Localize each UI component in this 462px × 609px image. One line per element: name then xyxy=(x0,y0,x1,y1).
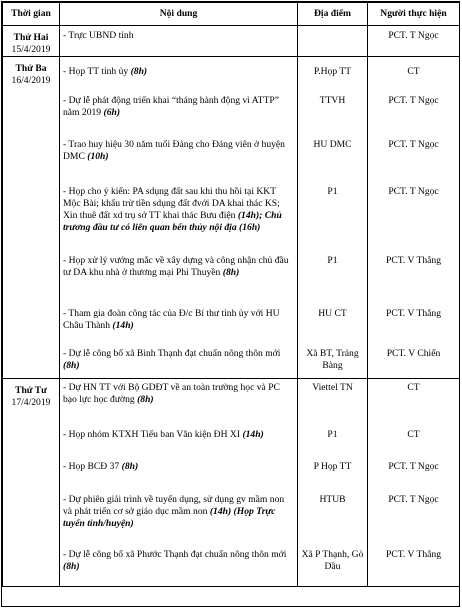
agenda-text: - Dự lễ công bố xã Phước Thạnh đạt chuẩn nông thôn mới xyxy=(63,549,287,560)
header-place: Địa điểm xyxy=(298,3,368,26)
schedule-sheet xyxy=(1,1,460,607)
agenda-time: (8h) xyxy=(121,461,139,472)
agenda-time: (14h) xyxy=(112,320,134,331)
agenda-time: (14h); Chủ trương đầu tư có liên quan bến thủy nội địa (16h) xyxy=(63,210,282,233)
agenda-place: P Họp TT xyxy=(313,461,352,472)
agenda-person: PCT. T Ngọc xyxy=(388,95,439,106)
agenda-item xyxy=(60,338,297,378)
agenda-place: Xã BT, Trảng Bàng xyxy=(306,348,359,371)
agenda-person: PCT. T Ngọc xyxy=(388,139,439,150)
day-date: 15/4/2019 xyxy=(11,44,51,55)
content-cell xyxy=(60,57,298,379)
header-time: Thời gian xyxy=(3,3,60,26)
day-name: Thứ Tư xyxy=(15,385,47,396)
agenda-person: PCT. V Thắng xyxy=(386,308,441,319)
agenda-person: PCT. V Thắng xyxy=(386,255,441,266)
content-cell xyxy=(60,26,298,57)
agenda-time: (10h) xyxy=(87,151,109,162)
agenda-place xyxy=(298,26,367,54)
agenda-person: PCT. V Thắng xyxy=(386,549,441,560)
agenda-time: (6h) xyxy=(103,107,121,118)
agenda-text: - Dự lễ công bố xã Bình Thạnh đạt chuẩn nông thôn mới xyxy=(63,348,281,359)
agenda-item xyxy=(60,453,297,485)
agenda-item xyxy=(60,85,297,127)
person-cell xyxy=(368,26,460,57)
agenda-place: TTVH xyxy=(319,95,346,106)
agenda-person: PCT. T Ngọc xyxy=(388,494,439,505)
header-content: Nội dung xyxy=(60,3,298,26)
agenda-text: - Trực UBND tỉnh xyxy=(63,30,134,41)
agenda-item xyxy=(60,379,297,421)
agenda-person: PCT. T Ngọc xyxy=(388,30,439,41)
agenda-place: HU DMC xyxy=(313,139,352,150)
agenda-place: P.Họp TT xyxy=(313,66,352,77)
agenda-text: - Họp nhóm KTXH Tiểu ban Văn kiện ĐH XI xyxy=(63,429,241,440)
agenda-place: HU CT xyxy=(318,308,347,319)
agenda-person: PCT. T Ngọc xyxy=(388,186,439,197)
day-date: 17/4/2019 xyxy=(11,397,51,408)
person-cell xyxy=(368,57,460,379)
agenda-item xyxy=(60,127,297,174)
agenda-place: HTUB xyxy=(319,494,346,505)
agenda-place: Viettel TN xyxy=(312,382,353,393)
day-row xyxy=(3,379,460,587)
schedule-table xyxy=(2,2,460,587)
agenda-person: CT xyxy=(407,429,420,440)
agenda-time: (14h) (Họp Trực tuyến tỉnh/huyện) xyxy=(63,506,276,529)
agenda-place: P1 xyxy=(327,429,338,440)
agenda-item xyxy=(60,174,297,241)
agenda-text: - Tham gia đoàn công tác của Đ/c Bí thư tỉnh ủy với HU Châu Thành xyxy=(63,308,280,331)
agenda-place: P1 xyxy=(327,255,338,266)
agenda-time: (8h) xyxy=(222,267,240,278)
agenda-item xyxy=(60,57,297,85)
agenda-item xyxy=(60,241,297,298)
place-cell xyxy=(298,26,368,57)
agenda-place: Xã P Thạnh, Gò Dầu xyxy=(301,549,364,572)
agenda-item xyxy=(60,421,297,453)
agenda-time: (8h) xyxy=(63,561,80,572)
agenda-place: P1 xyxy=(327,186,338,197)
agenda-text: - Dự phiên giải trình về tuyển dụng, sử dụng gv mầm non và phát triển cơ sở giáo dục mầm non xyxy=(63,494,285,517)
place-cell xyxy=(298,57,368,379)
agenda-text: - Trao huy hiệu 30 năm tuổi Đảng cho Đảng viên ở huyện DMC xyxy=(63,139,285,162)
agenda-person: CT xyxy=(407,66,420,77)
day-cell xyxy=(3,57,60,379)
agenda-text: - Họp BCĐ 37 xyxy=(63,461,120,472)
place-cell xyxy=(298,379,368,587)
agenda-person: PCT. T Ngọc xyxy=(388,461,439,472)
day-cell xyxy=(3,26,60,57)
day-date: 16/4/2019 xyxy=(11,75,51,86)
agenda-person: PCT. V Chiến xyxy=(386,348,441,359)
agenda-item xyxy=(60,485,297,540)
agenda-time: (14h) xyxy=(242,429,264,440)
person-cell xyxy=(368,379,460,587)
day-cell xyxy=(3,379,60,587)
agenda-item xyxy=(60,540,297,586)
day-row xyxy=(3,26,460,57)
agenda-text: - Họp cho ý kiến: PA sdụng đất sau khi thu hồi tại KKT Mộc Bài; khẩu trừ tiền sdụng đất đvới DA khai thác KS; Xin thuê đất xd trụ sở TT khai thác Bưu điện xyxy=(63,186,280,221)
header-person: Người thực hiện xyxy=(368,3,460,26)
agenda-item xyxy=(60,26,297,54)
schedule-body xyxy=(3,26,460,587)
agenda-time: (8h) xyxy=(137,394,154,405)
agenda-text: - Họp TT tỉnh ủy xyxy=(63,66,129,77)
day-name: Thứ Ba xyxy=(15,63,47,74)
day-row xyxy=(3,57,460,379)
content-cell xyxy=(60,379,298,587)
agenda-time: (8h) xyxy=(130,66,148,77)
agenda-text: - Họp xử lý vướng mắc về xây dựng và công nhận chủ đầu tư DA khu nhà ở thương mại Phi Thuyền xyxy=(63,255,289,278)
agenda-item xyxy=(60,298,297,338)
header-row xyxy=(3,3,460,26)
agenda-time: (8h) xyxy=(63,360,80,371)
agenda-text: - Dự HN TT với Bộ GDĐT về an toàn trường học và PC bạo lực học đường xyxy=(63,382,280,405)
day-name: Thứ Hai xyxy=(13,32,49,43)
agenda-person: CT xyxy=(407,382,420,393)
agenda-text: - Dự lễ phát động triển khai “tháng hành động vì ATTP” năm 2019 xyxy=(63,95,279,118)
